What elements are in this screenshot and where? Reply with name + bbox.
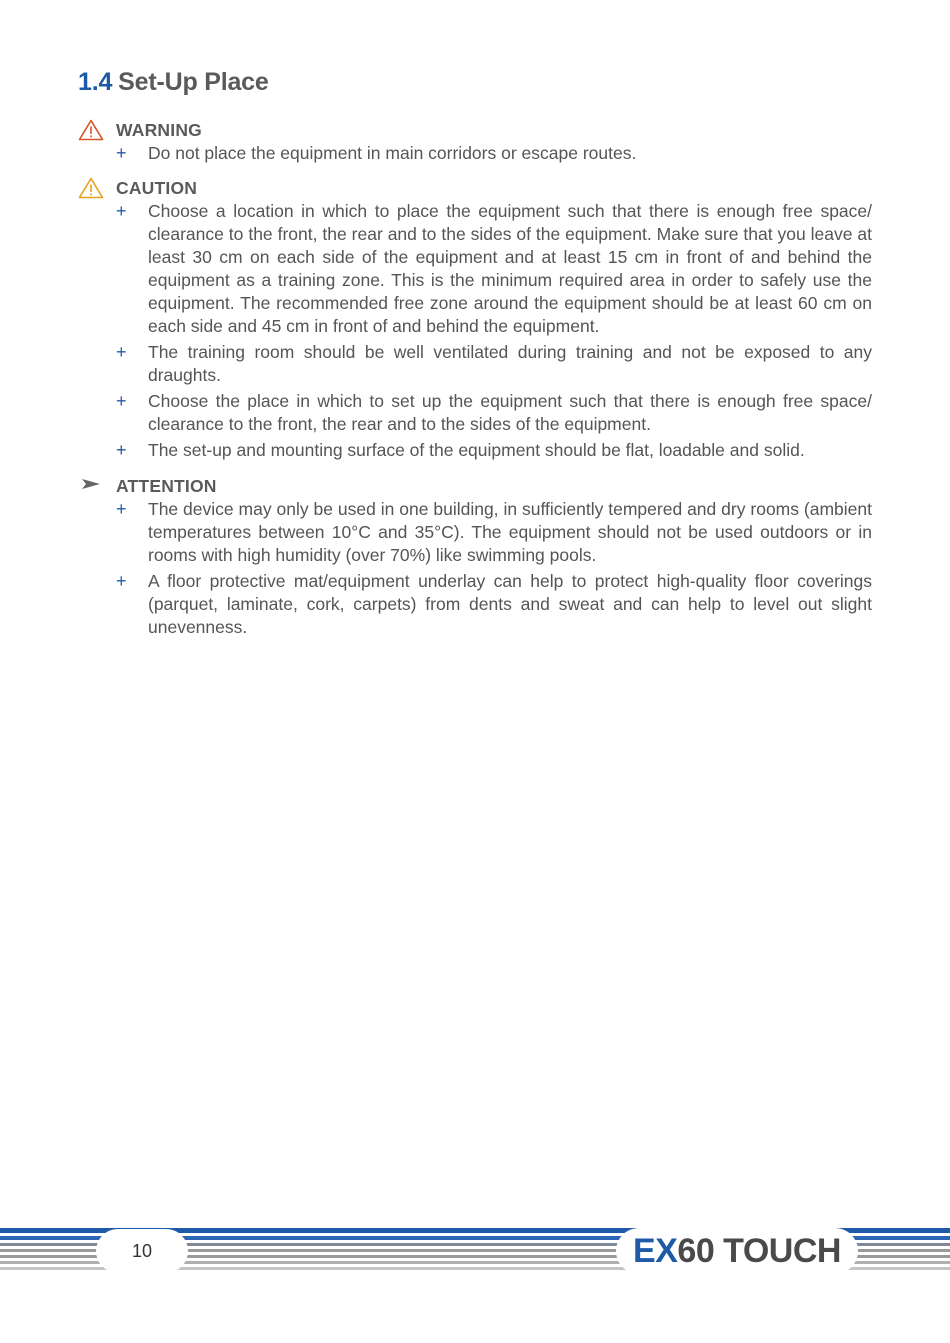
- bullet-plus: +: [116, 571, 127, 591]
- section-number: 1.4: [78, 68, 113, 96]
- bullet-plus: +: [116, 499, 127, 519]
- list-item: + A floor protective mat/equipment underlay can help to protect high-quality floor coverings (parquet, laminate, cork, carpets) from dents and sweat and can help to level out slight unevenness.: [116, 571, 872, 637]
- bullet-plus: +: [116, 440, 127, 460]
- attention-section: [78, 474, 872, 642]
- arrow-right-icon: [78, 475, 104, 497]
- caution-title: CAUTION: [116, 178, 198, 198]
- caution-triangle-icon: [78, 177, 104, 199]
- brand-prefix: EX: [633, 1232, 678, 1270]
- warning-list: [78, 142, 872, 165]
- bullet-plus: +: [116, 391, 127, 411]
- bullet-plus: +: [116, 201, 127, 221]
- bullet-plus: +: [116, 143, 127, 163]
- attention-title: ATTENTION: [116, 476, 217, 496]
- caution-list: [78, 200, 872, 462]
- bullet-plus: +: [116, 342, 127, 362]
- list-item: + Do not place the equipment in main corridors or escape routes.: [116, 143, 637, 163]
- caution-section: [78, 176, 872, 465]
- list-item: + The set-up and mounting surface of the equipment should be flat, loadable and solid.: [116, 440, 805, 460]
- list-item: + Choose a location in which to place the equipment such that there is enough free space/ clearance to the front, the rear and to the sides of the equipment. Make sure that you leave at least 30 cm on each side of the equipment and at least 15 cm in front of and behind the equipment as a training zone. This is the minimum required area in order to safely use the equipment. The recommended free zone around the equipment should be at least 60 cm on each side and 45 cm in front of and behind the equipment.: [116, 201, 872, 336]
- warning-section: [78, 118, 872, 168]
- list-item: + Choose the place in which to set up the equipment such that there is enough free space/ clearance to the front, the rear and to the sides of the equipment.: [116, 391, 872, 434]
- warning-triangle-icon: [78, 119, 104, 141]
- list-item: + The device may only be used in one building, in sufficiently tempered and dry rooms (ambient temperatures between 10°C and 35°C). The equipment should not be used outdoors or in rooms with high humidity (over 70%) like swimming pools.: [116, 499, 872, 565]
- attention-list: [78, 498, 872, 639]
- warning-title: WARNING: [116, 120, 202, 140]
- list-item: + The training room should be well ventilated during training and not be exposed to any draughts.: [116, 342, 872, 385]
- section-title: Set-Up Place: [118, 68, 269, 96]
- brand-logo: [616, 1228, 858, 1274]
- page-number: 10: [96, 1229, 188, 1273]
- brand-model: 60 TOUCH: [677, 1232, 841, 1270]
- section-heading: [78, 68, 269, 97]
